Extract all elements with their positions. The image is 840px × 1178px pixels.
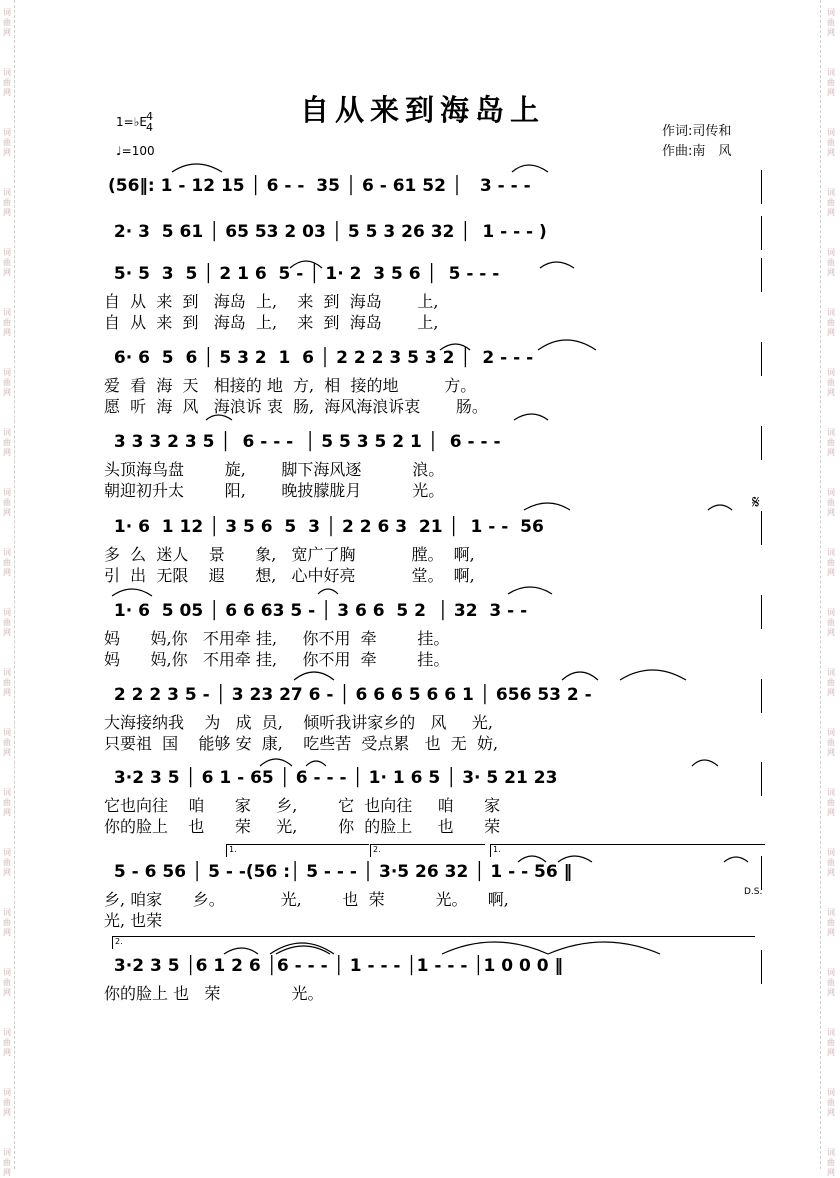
lyric-line-verse-1: 爱 看 海 天 相接的 地 方, 相 接的地 方。 (104, 376, 477, 395)
lyric-line-verse-2: 引 出 无限 遐 想, 心中好亮 堂。 啊, (104, 566, 475, 585)
slur (290, 261, 322, 268)
watermark-text: 词 曲 网 (827, 8, 835, 37)
watermark-text: 词 曲 网 (3, 848, 11, 877)
watermark-text: 词 曲 网 (827, 368, 835, 397)
slur (440, 344, 470, 350)
lyric-line-verse-1: 多 么 迷人 景 象, 宽广了胸 膛。 啊, (104, 545, 475, 564)
lyric-line-verse-1: 它也向往 咱 家 乡, 它 也向往 咱 家 (104, 796, 501, 815)
music-line: 5 - 6 56 │ 5 - -(56 :│ 5 - - - │ 3·5 26 32 │ 1 - - 56 ‖ (108, 862, 573, 882)
music-line: (56‖: 1 - 12 15 │ 6 - - 35 │ 6 - 61 52 │ 3 - - - (108, 176, 537, 196)
watermark-text: 词 曲 网 (3, 968, 11, 997)
music-line: 2· 3 5 61 │ 65 53 2 03 │ 5 5 3 26 32 │ 1 - - - ) (108, 222, 547, 242)
lyric-line-verse-2: 自 从 来 到 海岛 上, 来 到 海岛 上, (104, 313, 439, 332)
slur (514, 414, 548, 420)
watermark-text: 词 曲 网 (827, 968, 835, 997)
lyric-line-verse-2: 朝迎初升太 阳, 晚披朦胧月 光。 (104, 481, 445, 500)
watermark-text: 词 曲 网 (827, 248, 835, 277)
volta-1-bracket: 1. (226, 844, 369, 857)
lyric-line-verse-1: 你的脸上 也 荣 光。 (104, 984, 324, 1003)
watermark-text: 词 曲 网 (3, 1088, 11, 1117)
watermark-text: 词 曲 网 (827, 608, 835, 637)
music-line: 6· 6 5 6 │ 5 3 2 1 6 │ 2 2 2 3 5 3 2 │ 2 - - - (108, 348, 534, 368)
watermark-text: 词 曲 网 (3, 68, 11, 97)
slur (708, 505, 732, 510)
watermark-text: 词 曲 网 (827, 848, 835, 877)
watermark-text: 词 曲 网 (827, 1088, 835, 1117)
volta-2-bracket-second: 2. (112, 936, 755, 949)
watermark-text: 词 曲 网 (827, 488, 835, 517)
segno-sign: 𝄋 (752, 492, 760, 513)
time-signature: 4 4 (146, 110, 153, 134)
watermark-text: 词 曲 网 (827, 668, 835, 697)
slur (224, 948, 258, 954)
watermark-text: 词 曲 网 (3, 548, 11, 577)
watermark-text: 词 曲 网 (827, 308, 835, 337)
lyric-line-verse-1: 自 从 来 到 海岛 上, 来 到 海岛 上, (104, 292, 439, 311)
lyric-line-verse-1: 大海接纳我 为 成 员, 倾听我讲家乡的 风 光, (104, 713, 493, 732)
watermark-text: 词 曲 网 (3, 1028, 11, 1057)
watermark-text: 词 曲 网 (827, 428, 835, 457)
lyric-line-verse-2: 只要祖 国 能够 安 康, 吃些苦 受点累 也 无 妨, (104, 734, 499, 753)
watermark-text: 词 曲 网 (827, 1148, 835, 1177)
watermark-text: 词 曲 网 (3, 308, 11, 337)
slur (206, 415, 232, 420)
volta-1-bracket-second: 1. (490, 844, 765, 857)
music-line: 3·2 3 5 │6 1 2 6 │6 - - - │ 1 - - - │1 - - - │1 0 0 0 ‖ (108, 956, 564, 976)
slur (512, 165, 548, 172)
music-line: 5· 5 3 5 │ 2 1 6 5 - │ 1· 2 3 5 6 │ 5 - - - (108, 264, 500, 284)
watermark-text: 词 曲 网 (3, 248, 11, 277)
slur (260, 759, 292, 766)
volta-2-bracket: 2. (370, 844, 485, 857)
watermark-text: 词 曲 网 (827, 188, 835, 217)
watermark-text: 词 曲 网 (827, 68, 835, 97)
watermark-text: 词 曲 网 (827, 1028, 835, 1057)
watermark-text: 词 曲 网 (827, 728, 835, 757)
watermark-text: 词 曲 网 (3, 368, 11, 397)
lyric-line-verse-1: 乡, 咱家 乡。 光, 也 荣 光。 啊, (104, 890, 509, 909)
key-signature: 1=♭E 4 4 (116, 110, 153, 134)
music-line: 3·2 3 5 │ 6 1 - 65 │ 6 - - - │ 1· 1 6 5 │ 3· 5 21 23 (108, 768, 558, 788)
lyricist-credit: 作词:司传和 (662, 124, 732, 139)
watermark-text: 词 曲 网 (3, 428, 11, 457)
watermark-text: 词 曲 网 (3, 788, 11, 817)
slur (112, 589, 152, 596)
lyric-line-verse-1: 头顶海鸟盘 旋, 脚下海风逐 浪。 (104, 460, 445, 479)
slur (442, 942, 548, 954)
music-line: 1· 6 1 12 │ 3 5 6 5 3 │ 2 2 6 3 21 │ 1 - - 56 (108, 517, 544, 537)
watermark-text: 词 曲 网 (3, 608, 11, 637)
watermark-text: 词 曲 网 (3, 668, 11, 697)
watermark-text: 词 曲 网 (3, 188, 11, 217)
music-line: 1· 6 5 05 │ 6 6 63 5 - │ 3 6 6 5 2 │ 32 3 - - (108, 601, 528, 621)
watermark-text: 词 曲 网 (827, 908, 835, 937)
slur (306, 761, 326, 766)
lyric-line-verse-2: 愿 听 海 风 海浪诉 衷 肠, 海风海浪诉衷 肠。 (104, 397, 488, 416)
watermark-text: 词 曲 网 (3, 128, 11, 157)
slur (524, 503, 570, 510)
music-line: 3 3 3 2 3 5 │ 6 - - - │ 5 5 3 5 2 1 │ 6 - - - (108, 432, 501, 452)
slur (538, 340, 596, 350)
slur (692, 760, 718, 766)
slur (294, 672, 334, 680)
ds-marking: D.S. (744, 887, 763, 897)
watermark-text: 词 曲 网 (3, 728, 11, 757)
watermark-text: 词 曲 网 (827, 128, 835, 157)
slur (172, 164, 222, 172)
watermark-text: 词 曲 网 (3, 488, 11, 517)
slur (562, 672, 598, 680)
slur (518, 856, 546, 862)
music-line: 2 2 2 3 5 - │ 3 23 27 6 - │ 6 6 6 5 6 6 1 │ 656 53 2 - (108, 685, 592, 705)
lyric-line-verse-2: 你的脸上 也 荣 光, 你 的脸上 也 荣 (104, 817, 501, 836)
slur (540, 262, 574, 268)
slur (318, 589, 338, 594)
slur (558, 856, 592, 862)
slur (620, 670, 686, 680)
tempo-marking: ♩=100 (116, 144, 155, 158)
watermark-text: 词 曲 网 (827, 788, 835, 817)
song-title: 自从来到海岛上 (300, 93, 546, 127)
slur (508, 587, 552, 594)
slur (724, 857, 748, 862)
lyric-line-verse-2: 光, 也荣 (104, 911, 163, 930)
watermark-text: 词 曲 网 (3, 1148, 11, 1177)
slur (548, 942, 660, 954)
composer-credit: 作曲:南 风 (662, 144, 732, 159)
lyric-line-verse-1: 妈 妈,你 不用牵 挂, 你不用 牵 挂。 (104, 629, 450, 648)
lyric-line-verse-2: 妈 妈,你 不用牵 挂, 你不用 牵 挂。 (104, 650, 450, 669)
watermark-text: 词 曲 网 (3, 908, 11, 937)
watermark-text: 词 曲 网 (3, 8, 11, 37)
watermark-text: 词 曲 网 (827, 548, 835, 577)
